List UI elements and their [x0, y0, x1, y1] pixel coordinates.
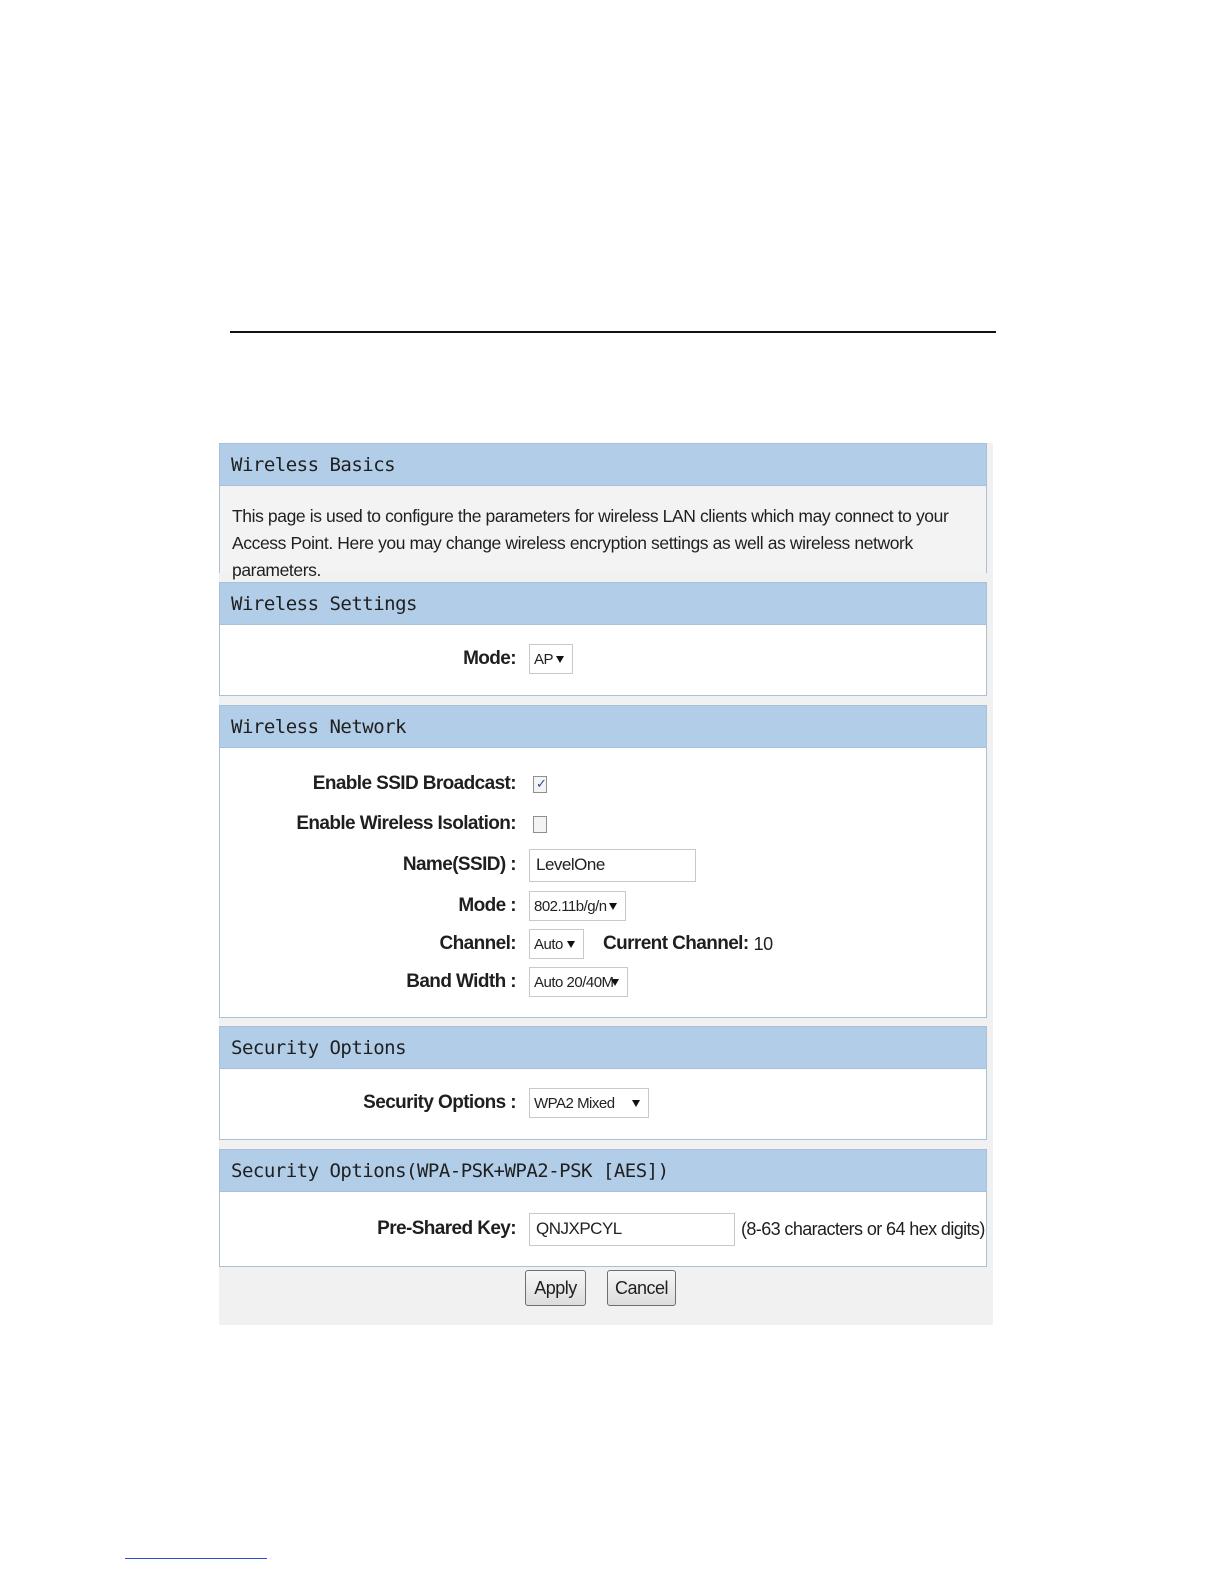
- bandwidth-row: [220, 965, 986, 999]
- wireless-basics-title: Wireless Basics: [220, 444, 986, 486]
- current-channel-label: Current Channel:: [603, 933, 749, 954]
- mode-select[interactable]: [529, 644, 573, 674]
- bandwidth-select[interactable]: [529, 967, 628, 997]
- wireless-isolation-label: Enable Wireless Isolation:: [296, 813, 516, 834]
- ssid-broadcast-label: Enable SSID Broadcast:: [312, 773, 516, 794]
- current-channel-value: 10: [753, 933, 773, 954]
- ssid-broadcast-row: [220, 767, 986, 801]
- ssid-broadcast-checkbox[interactable]: [533, 776, 547, 793]
- wireless-network-title: Wireless Network: [220, 706, 986, 748]
- ssid-name-label: Name(SSID) :: [402, 854, 516, 875]
- wireless-isolation-checkbox[interactable]: [533, 816, 547, 833]
- bandwidth-label: Band Width :: [406, 971, 516, 992]
- wireless-basics-description: This page is used to configure the parameters for wireless LAN clients which may connect to your Access Point. Here you may change wireless encryption settings as well as wireless network parameters.: [220, 486, 986, 573]
- chevron-down-icon: [567, 941, 575, 948]
- ssid-name-value: LevelOne: [536, 855, 605, 874]
- channel-row: [220, 927, 986, 961]
- chevron-down-icon: [611, 979, 619, 986]
- mode-label: Mode:: [463, 648, 516, 669]
- psk-panel: [219, 1149, 987, 1267]
- ssid-name-row: [220, 848, 986, 882]
- security-options-row: [220, 1086, 986, 1120]
- chevron-down-icon: [632, 1100, 640, 1107]
- security-options-label: Security Options :: [363, 1092, 516, 1113]
- security-options-value: WPA2 Mixed: [534, 1094, 615, 1112]
- page-divider: [230, 331, 996, 333]
- psk-row: [220, 1212, 986, 1246]
- psk-input[interactable]: [529, 1213, 735, 1246]
- security-options-panel: [219, 1026, 987, 1140]
- router-settings-page: [219, 443, 993, 1325]
- wireless-settings-panel: [219, 582, 987, 696]
- network-mode-select[interactable]: [529, 891, 626, 921]
- wireless-basics-panel: [219, 443, 987, 580]
- ssid-name-input[interactable]: [529, 849, 696, 882]
- channel-value: Auto: [534, 935, 563, 953]
- wireless-network-panel: [219, 705, 987, 1018]
- checkmark-icon: ✓: [536, 776, 547, 792]
- network-mode-row: [220, 889, 986, 923]
- wireless-isolation-row: [220, 807, 986, 841]
- apply-button[interactable]: Apply: [525, 1270, 586, 1306]
- psk-title: Security Options(WPA-PSK+WPA2-PSK [AES]): [220, 1150, 986, 1192]
- psk-hint: (8-63 characters or 64 hex digits): [741, 1218, 985, 1239]
- cancel-button[interactable]: Cancel: [607, 1270, 676, 1306]
- network-mode-label: Mode :: [458, 895, 516, 916]
- chevron-down-icon: [609, 903, 617, 910]
- bandwidth-value: Auto 20/40M: [534, 973, 614, 991]
- wireless-settings-mode-row: [220, 642, 986, 676]
- mode-select-value: AP: [534, 650, 554, 668]
- chevron-down-icon: [556, 656, 564, 663]
- channel-select[interactable]: [529, 929, 584, 959]
- network-mode-value: 802.11b/g/n: [534, 897, 607, 915]
- security-options-select[interactable]: [529, 1088, 649, 1118]
- security-options-title: Security Options: [220, 1027, 986, 1069]
- psk-label: Pre-Shared Key:: [377, 1218, 516, 1239]
- wireless-settings-title: Wireless Settings: [220, 583, 986, 625]
- psk-value: QNJXPCYL: [536, 1219, 622, 1238]
- footnote-rule: [125, 1558, 267, 1559]
- channel-label: Channel:: [439, 933, 516, 954]
